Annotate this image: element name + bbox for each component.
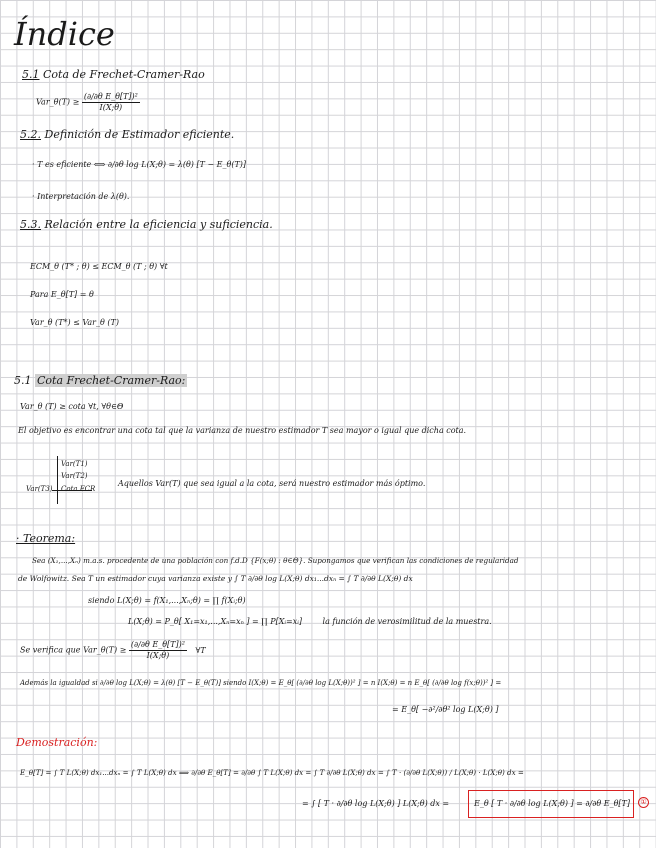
formula-fraction xyxy=(82,92,140,113)
index-item-5-3 xyxy=(20,218,273,231)
index-formula-fcr xyxy=(36,92,140,113)
theorem-text-2: de Wolfowitz. Sea T un estimador cuya varianza existe y ∫ T ∂/∂θ log L(X;θ) dx₁...dxₙ = ∫ T ∂/∂θ L(X;θ) dx xyxy=(18,574,413,583)
theorem-likelihood-continuous: siendo L(X;θ) = f(X₁,...,Xₙ;θ) = ∏ f(Xᵢ;θ) xyxy=(88,596,246,605)
theorem-fisher-alt: = E_θ[ −∂²/∂θ² log L(X;θ) ] xyxy=(392,705,499,714)
diagram-note: Aquellos Var(T) que sea igual a la cota, será nuestro estimador más óptimo. xyxy=(118,479,426,488)
theorem-fcr-bound xyxy=(20,640,206,661)
discrete-formula: L(X;θ) = P_θ[ X₁=x₁,...,Xₙ=xₙ ] = ∏ P[Xᵢ=xᵢ] xyxy=(128,617,302,626)
diagram-label-var-t3: Var(T3) xyxy=(26,485,53,493)
index-num: 5.1 xyxy=(22,68,40,81)
page-title: Índice xyxy=(14,15,115,53)
theorem-heading: · Teorema: xyxy=(16,532,76,545)
likelihood-note: la función de verosimilitud de la muestra. xyxy=(322,617,492,626)
section-num: 5.1 xyxy=(14,374,32,387)
section-line-cota: Var_θ (T) ≥ cota ∀t, ∀θ∈Θ xyxy=(20,402,124,411)
diagram-label-cota: Cota FCR xyxy=(61,485,96,493)
demo-line-1: E_θ[T] = ∫ T L(X;θ) dx₁...dxₙ = ∫ T L(X;θ) dx ⟹ ∂/∂θ E_θ[T] = ∂/∂θ ∫ T L(X;θ) dx = ∫ T ∂/∂θ L(X;θ) dx = ∫ T · (∂/∂θ L(X;θ)) / L(X;θ) · L(X;θ) dx = xyxy=(20,768,524,777)
index-item-5-1 xyxy=(22,68,205,81)
index-title: Cota de Frechet-Cramer-Rao xyxy=(43,68,205,81)
section-objective: El objetivo es encontrar una cota tal que la varianza de nuestro estimador T sea mayor o igual que dicha cota. xyxy=(18,426,467,435)
index-bullet-efficient: · T es eficiente ⟺ ∂/∂θ log L(X;θ) = λ(θ) [T − E_θ(T)] xyxy=(32,160,247,169)
index-num: 5.3. xyxy=(20,218,41,231)
fraction-numerator: (∂/∂θ E_θ[T])² xyxy=(130,640,185,649)
bound-lhs: Se verifica que Var_θ(T) ≥ xyxy=(20,645,127,655)
theorem-equality: Además la igualdad si ∂/∂θ log L(X;θ) = λ(θ) [T − E_θ(T)] siendo I(X;θ) = E_θ[ (∂/∂θ log L(X;θ))² ] = n I(X;θ) = n E_θ[ (∂/∂θ log f(x;θ))² ] = xyxy=(20,679,502,687)
variance-inequality: Var_θ (T*) ≤ Var_θ (T) xyxy=(30,318,119,327)
unbiased-condition: Para E_θ[T] = θ xyxy=(30,290,94,299)
bound-fraction xyxy=(129,640,187,661)
index-title: Definición de Estimador eficiente. xyxy=(44,128,235,141)
section-title: Cota Frechet-Cramer-Rao: xyxy=(37,374,186,387)
theorem-text-1: Sea (X₁,...,Xₙ) m.a.s. procedente de una población con f.d.D {F(x;θ) : θ∈Θ}. Supongamos que verifican las condiciones de regularidad xyxy=(32,556,519,565)
fraction-denominator: I(X;θ) xyxy=(146,651,170,660)
theorem-likelihood-discrete xyxy=(128,617,492,627)
demo-heading: Demostración: xyxy=(16,736,98,749)
fraction-numerator: (∂/∂θ E_θ[T])² xyxy=(83,92,138,101)
section-heading xyxy=(14,374,187,387)
index-num: 5.2. xyxy=(20,128,41,141)
ecm-inequality: ECM_θ (T* ; θ) ≤ ECM_θ (T ; θ) ∀t xyxy=(30,262,168,271)
index-bullet-lambda: · Interpretación de λ(θ). xyxy=(32,192,130,201)
formula-lhs: Var_θ(T) ≥ xyxy=(36,97,80,107)
index-item-5-2 xyxy=(20,128,234,141)
result-mark: ① xyxy=(638,797,649,808)
demo-line-2: = ∫ [ T · ∂/∂θ log L(X;θ) ] L(X;θ) dx = xyxy=(302,799,450,808)
fraction-denominator: I(X;θ) xyxy=(99,103,123,112)
diagram-label-var-t1: Var(T1) xyxy=(61,460,88,468)
bound-forall: ∀T xyxy=(195,645,206,655)
diagram-label-var-t2: Var(T2) xyxy=(61,472,88,480)
diagram-axis xyxy=(57,456,58,504)
index-title: Relación entre la eficiencia y suficiencia. xyxy=(44,218,273,231)
demo-result: E_θ [ T · ∂/∂θ log L(X;θ) ] = ∂/∂θ E_θ[T] xyxy=(474,799,630,808)
